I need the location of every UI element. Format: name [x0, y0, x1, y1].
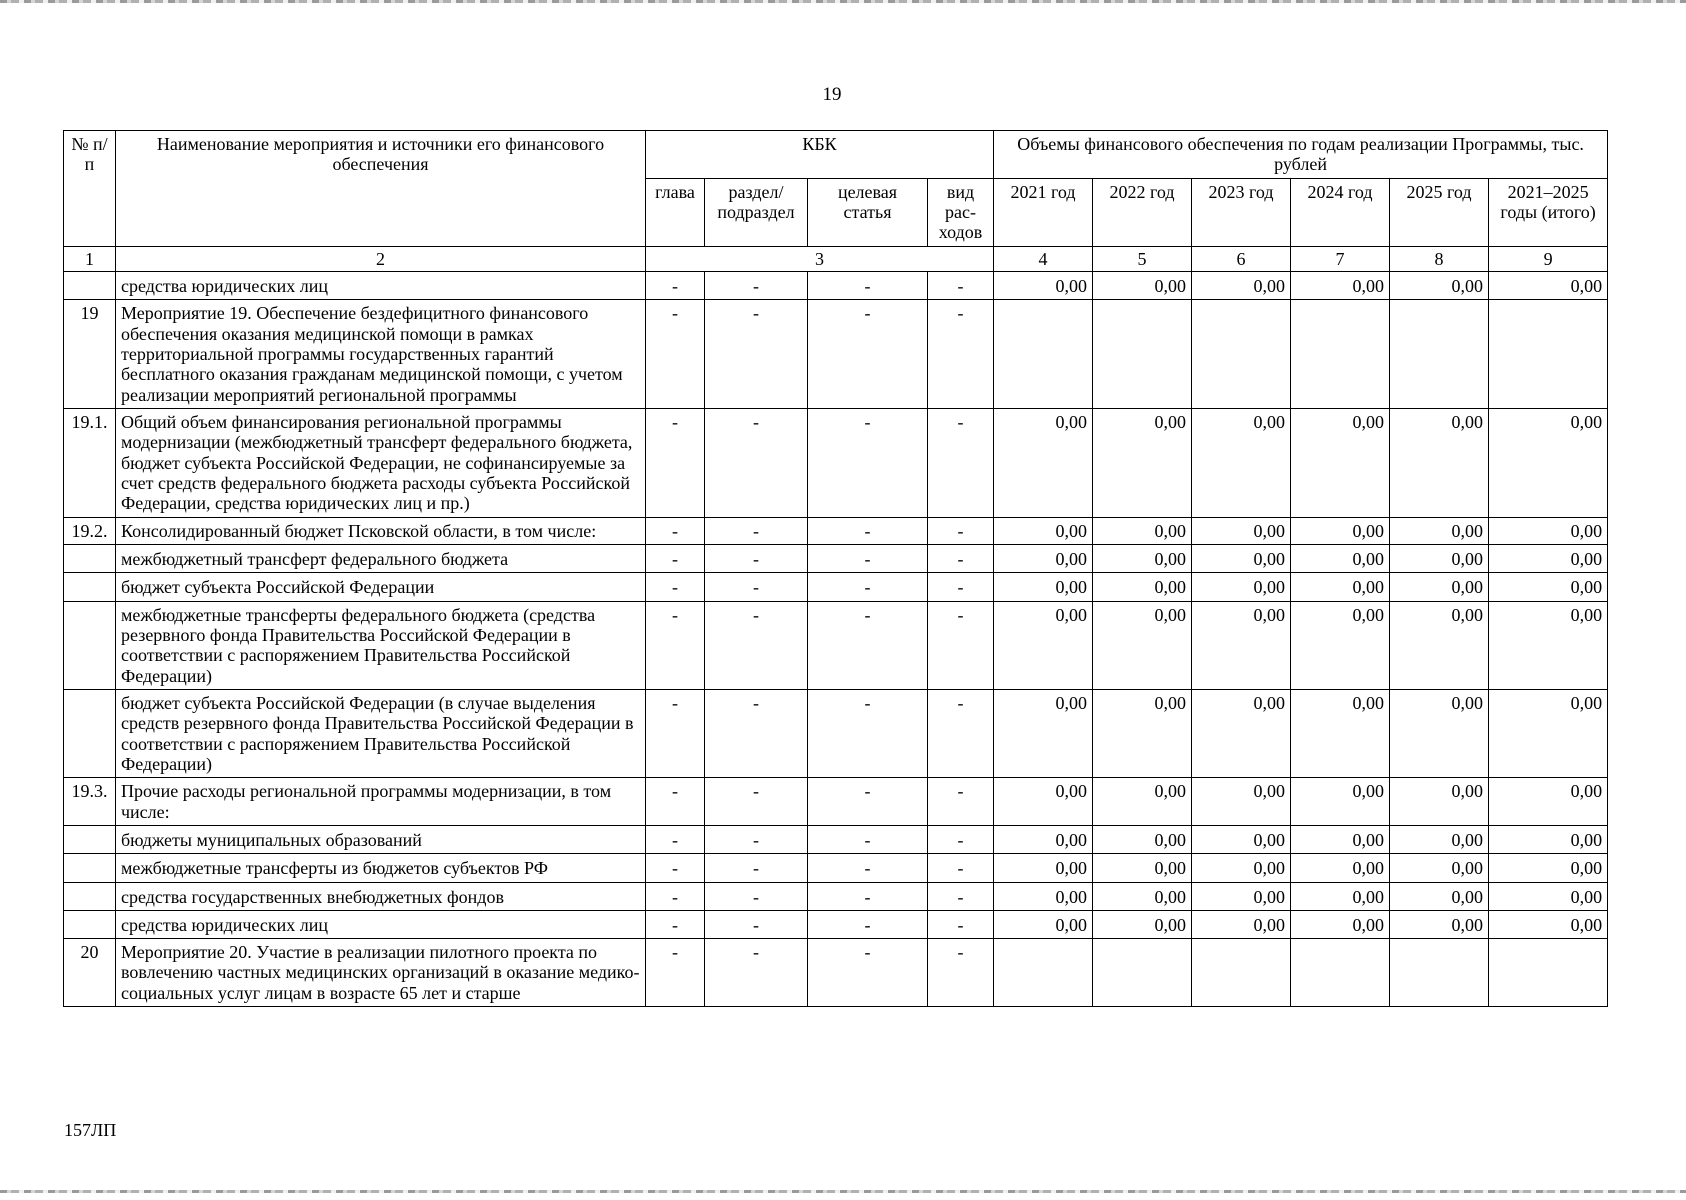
kbk-target-cell: -: [808, 408, 928, 517]
kbk-target-cell: -: [808, 854, 928, 882]
kbk-expense-type-cell: -: [928, 825, 994, 853]
row-number-cell: 19.3.: [64, 778, 116, 826]
year-value-cell: 0,00: [1489, 544, 1608, 572]
year-value-cell: 0,00: [994, 689, 1093, 777]
row-name-cell: межбюджетные трансферты федерального бюджета (средства резервного фонда Правительства Российской Федерации в соответствии с распоряжением Правительства Российской Федерации): [116, 601, 646, 689]
header-year-2025: 2025 год: [1390, 178, 1489, 246]
year-value-cell: 0,00: [1192, 517, 1291, 544]
header-year-total: 2021–2025 годы (итого): [1489, 178, 1608, 246]
row-name-cell: Прочие расходы региональной программы модернизации, в том числе:: [116, 778, 646, 826]
year-value-cell: 0,00: [1093, 854, 1192, 882]
kbk-target-cell: -: [808, 882, 928, 910]
year-value-cell: 0,00: [1192, 544, 1291, 572]
kbk-chapter-cell: -: [646, 544, 705, 572]
year-value-cell: 0,00: [1390, 271, 1489, 299]
table-row: [64, 271, 1608, 299]
year-value-cell: 0,00: [1192, 778, 1291, 826]
kbk-expense-type-cell: -: [928, 300, 994, 409]
year-value-cell: 0,00: [1093, 825, 1192, 853]
header-kbk-chapter: глава: [646, 178, 705, 246]
year-value-cell: 0,00: [1093, 573, 1192, 601]
row-name-cell: средства юридических лиц: [116, 271, 646, 299]
year-value-cell: 0,00: [1489, 517, 1608, 544]
year-value-cell: 0,00: [1291, 910, 1390, 938]
document-code: 157ЛП: [64, 1120, 117, 1140]
year-value-cell: 0,00: [1192, 910, 1291, 938]
year-value-cell: 0,00: [1093, 882, 1192, 910]
col-number: 4: [994, 246, 1093, 271]
table-row: [64, 408, 1608, 517]
year-value-cell: 0,00: [1192, 825, 1291, 853]
row-number-cell: [64, 601, 116, 689]
kbk-target-cell: -: [808, 939, 928, 1007]
row-number-cell: [64, 825, 116, 853]
year-value-cell: 0,00: [994, 573, 1093, 601]
year-value-cell: 0,00: [1093, 408, 1192, 517]
year-value-cell: 0,00: [1390, 882, 1489, 910]
kbk-section-cell: -: [705, 573, 808, 601]
col-number: 3: [646, 246, 994, 271]
kbk-chapter-cell: -: [646, 910, 705, 938]
kbk-target-cell: -: [808, 910, 928, 938]
kbk-expense-type-cell: -: [928, 854, 994, 882]
kbk-target-cell: -: [808, 300, 928, 409]
kbk-section-cell: -: [705, 601, 808, 689]
table-row: [64, 601, 1608, 689]
kbk-expense-type-cell: -: [928, 939, 994, 1007]
year-value-cell: 0,00: [1291, 601, 1390, 689]
year-value-cell: 0,00: [1093, 271, 1192, 299]
year-value-cell: 0,00: [1291, 854, 1390, 882]
year-value-cell: [1489, 939, 1608, 1007]
year-value-cell: 0,00: [994, 517, 1093, 544]
header-no: № п/п: [64, 131, 116, 247]
row-name-cell: бюджет субъекта Российской Федерации: [116, 573, 646, 601]
scan-edge-top: [0, 0, 1686, 3]
kbk-expense-type-cell: -: [928, 882, 994, 910]
year-value-cell: 0,00: [1489, 689, 1608, 777]
row-name-cell: Общий объем финансирования региональной программы модернизации (межбюджетный трансферт федерального бюджета, бюджет субъекта Российской Федерации, не софинансируемые за счет средств федерального бюджета расходы субъекта Российской Федерации, средства юридических лиц и пр.): [116, 408, 646, 517]
row-number-cell: [64, 573, 116, 601]
row-name-cell: межбюджетные трансферты из бюджетов субъектов РФ: [116, 854, 646, 882]
col-number: 6: [1192, 246, 1291, 271]
table-row: [64, 689, 1608, 777]
year-value-cell: [1390, 300, 1489, 409]
year-value-cell: 0,00: [994, 882, 1093, 910]
header-kbk-expense-type: вид рас-ходов: [928, 178, 994, 246]
year-value-cell: [1192, 939, 1291, 1007]
year-value-cell: 0,00: [1291, 517, 1390, 544]
col-number: 5: [1093, 246, 1192, 271]
kbk-section-cell: -: [705, 300, 808, 409]
year-value-cell: 0,00: [994, 854, 1093, 882]
year-value-cell: [1093, 939, 1192, 1007]
year-value-cell: 0,00: [994, 544, 1093, 572]
header-kbk-section: раздел/ подраздел: [705, 178, 808, 246]
year-value-cell: 0,00: [1093, 601, 1192, 689]
header-name: Наименование мероприятия и источники его финансового обеспечения: [116, 131, 646, 247]
table-body: [64, 271, 1608, 1006]
year-value-cell: 0,00: [1489, 408, 1608, 517]
col-number: 7: [1291, 246, 1390, 271]
year-value-cell: 0,00: [1390, 778, 1489, 826]
kbk-section-cell: -: [705, 408, 808, 517]
kbk-chapter-cell: -: [646, 517, 705, 544]
year-value-cell: 0,00: [1291, 825, 1390, 853]
kbk-target-cell: -: [808, 825, 928, 853]
kbk-target-cell: -: [808, 689, 928, 777]
year-value-cell: [1291, 939, 1390, 1007]
header-year-2022: 2022 год: [1093, 178, 1192, 246]
year-value-cell: 0,00: [1489, 601, 1608, 689]
year-value-cell: 0,00: [1192, 271, 1291, 299]
header-row-1: [64, 131, 1608, 179]
year-value-cell: 0,00: [1192, 882, 1291, 910]
kbk-expense-type-cell: -: [928, 778, 994, 826]
header-kbk-target: целевая статья: [808, 178, 928, 246]
header-volumes: Объемы финансового обеспечения по годам реализации Программы, тыс. рублей: [994, 131, 1608, 179]
year-value-cell: [1489, 300, 1608, 409]
kbk-section-cell: -: [705, 689, 808, 777]
year-value-cell: [994, 939, 1093, 1007]
financing-table: [63, 130, 1608, 1007]
year-value-cell: 0,00: [1291, 271, 1390, 299]
kbk-chapter-cell: -: [646, 271, 705, 299]
year-value-cell: 0,00: [994, 408, 1093, 517]
year-value-cell: 0,00: [994, 271, 1093, 299]
year-value-cell: 0,00: [1192, 854, 1291, 882]
header-year-2024: 2024 год: [1291, 178, 1390, 246]
year-value-cell: 0,00: [1192, 689, 1291, 777]
year-value-cell: 0,00: [1291, 778, 1390, 826]
year-value-cell: [1093, 300, 1192, 409]
year-value-cell: 0,00: [1390, 854, 1489, 882]
year-value-cell: 0,00: [1192, 408, 1291, 517]
kbk-section-cell: -: [705, 825, 808, 853]
column-number-row: [64, 246, 1608, 271]
kbk-target-cell: -: [808, 544, 928, 572]
table-row: [64, 778, 1608, 826]
kbk-target-cell: -: [808, 601, 928, 689]
row-name-cell: Мероприятие 19. Обеспечение бездефицитного финансового обеспечения оказания медицинской помощи в рамках территориальной программы государственных гарантий бесплатного оказания гражданам медицинской помощи, с учетом реализации мероприятий региональной программы: [116, 300, 646, 409]
row-name-cell: Мероприятие 20. Участие в реализации пилотного проекта по вовлечению частных медицинских организаций в оказание медико-социальных услуг лицам в возрасте 65 лет и старше: [116, 939, 646, 1007]
year-value-cell: 0,00: [1489, 882, 1608, 910]
row-number-cell: 19.2.: [64, 517, 116, 544]
year-value-cell: 0,00: [1390, 910, 1489, 938]
kbk-chapter-cell: -: [646, 408, 705, 517]
kbk-chapter-cell: -: [646, 778, 705, 826]
kbk-chapter-cell: -: [646, 882, 705, 910]
year-value-cell: [1291, 300, 1390, 409]
kbk-target-cell: -: [808, 573, 928, 601]
year-value-cell: 0,00: [1390, 601, 1489, 689]
year-value-cell: 0,00: [1093, 778, 1192, 826]
year-value-cell: 0,00: [1489, 573, 1608, 601]
col-number: 9: [1489, 246, 1608, 271]
col-number: 2: [116, 246, 646, 271]
year-value-cell: 0,00: [994, 910, 1093, 938]
row-number-cell: [64, 910, 116, 938]
header-year-2021: 2021 год: [994, 178, 1093, 246]
table-row: [64, 854, 1608, 882]
year-value-cell: 0,00: [1489, 910, 1608, 938]
year-value-cell: 0,00: [1291, 689, 1390, 777]
row-name-cell: бюджеты муниципальных образований: [116, 825, 646, 853]
table-row: [64, 544, 1608, 572]
year-value-cell: 0,00: [994, 778, 1093, 826]
year-value-cell: 0,00: [1093, 517, 1192, 544]
kbk-expense-type-cell: -: [928, 408, 994, 517]
kbk-chapter-cell: -: [646, 573, 705, 601]
kbk-section-cell: -: [705, 778, 808, 826]
row-number-cell: 19: [64, 300, 116, 409]
year-value-cell: 0,00: [1093, 689, 1192, 777]
kbk-chapter-cell: -: [646, 939, 705, 1007]
kbk-target-cell: -: [808, 778, 928, 826]
year-value-cell: 0,00: [1489, 825, 1608, 853]
kbk-expense-type-cell: -: [928, 601, 994, 689]
year-value-cell: [994, 300, 1093, 409]
kbk-target-cell: -: [808, 517, 928, 544]
col-number: 1: [64, 246, 116, 271]
kbk-section-cell: -: [705, 854, 808, 882]
row-name-cell: средства юридических лиц: [116, 910, 646, 938]
table-row: [64, 825, 1608, 853]
row-number-cell: 19.1.: [64, 408, 116, 517]
kbk-chapter-cell: -: [646, 601, 705, 689]
year-value-cell: 0,00: [1390, 825, 1489, 853]
year-value-cell: 0,00: [1291, 882, 1390, 910]
year-value-cell: 0,00: [1390, 689, 1489, 777]
row-name-cell: межбюджетный трансферт федерального бюджета: [116, 544, 646, 572]
kbk-section-cell: -: [705, 910, 808, 938]
table-row: [64, 573, 1608, 601]
kbk-chapter-cell: -: [646, 854, 705, 882]
kbk-chapter-cell: -: [646, 300, 705, 409]
kbk-expense-type-cell: -: [928, 517, 994, 544]
header-year-2023: 2023 год: [1192, 178, 1291, 246]
row-name-cell: Консолидированный бюджет Псковской области, в том числе:: [116, 517, 646, 544]
year-value-cell: 0,00: [1390, 517, 1489, 544]
table-row: [64, 939, 1608, 1007]
table-row: [64, 300, 1608, 409]
table-row: [64, 882, 1608, 910]
year-value-cell: [1192, 300, 1291, 409]
year-value-cell: 0,00: [1489, 854, 1608, 882]
kbk-chapter-cell: -: [646, 689, 705, 777]
scan-edge-bottom: [0, 1190, 1686, 1193]
row-name-cell: средства государственных внебюджетных фондов: [116, 882, 646, 910]
row-name-cell: бюджет субъекта Российской Федерации (в случае выделения средств резервного фонда Правительства Российской Федерации в соответствии с распоряжением Правительства Российской Федерации): [116, 689, 646, 777]
row-number-cell: [64, 544, 116, 572]
year-value-cell: 0,00: [1390, 408, 1489, 517]
year-value-cell: 0,00: [1093, 544, 1192, 572]
year-value-cell: 0,00: [1291, 573, 1390, 601]
page-number: 19: [822, 84, 842, 105]
year-value-cell: 0,00: [1489, 271, 1608, 299]
year-value-cell: 0,00: [1390, 573, 1489, 601]
row-number-cell: [64, 271, 116, 299]
year-value-cell: 0,00: [1192, 573, 1291, 601]
row-number-cell: [64, 689, 116, 777]
year-value-cell: 0,00: [1390, 544, 1489, 572]
year-value-cell: 0,00: [1489, 778, 1608, 826]
kbk-chapter-cell: -: [646, 825, 705, 853]
col-number: 8: [1390, 246, 1489, 271]
year-value-cell: 0,00: [1291, 408, 1390, 517]
year-value-cell: 0,00: [994, 601, 1093, 689]
kbk-expense-type-cell: -: [928, 689, 994, 777]
year-value-cell: 0,00: [994, 825, 1093, 853]
kbk-expense-type-cell: -: [928, 910, 994, 938]
kbk-expense-type-cell: -: [928, 573, 994, 601]
kbk-section-cell: -: [705, 882, 808, 910]
year-value-cell: 0,00: [1192, 601, 1291, 689]
header-kbk: КБК: [646, 131, 994, 179]
kbk-expense-type-cell: -: [928, 271, 994, 299]
row-number-cell: [64, 882, 116, 910]
table-row: [64, 517, 1608, 544]
kbk-section-cell: -: [705, 271, 808, 299]
kbk-section-cell: -: [705, 544, 808, 572]
kbk-section-cell: -: [705, 939, 808, 1007]
year-value-cell: [1390, 939, 1489, 1007]
year-value-cell: 0,00: [1291, 544, 1390, 572]
row-number-cell: 20: [64, 939, 116, 1007]
year-value-cell: 0,00: [1093, 910, 1192, 938]
kbk-target-cell: -: [808, 271, 928, 299]
kbk-expense-type-cell: -: [928, 544, 994, 572]
row-number-cell: [64, 854, 116, 882]
table-row: [64, 910, 1608, 938]
kbk-section-cell: -: [705, 517, 808, 544]
